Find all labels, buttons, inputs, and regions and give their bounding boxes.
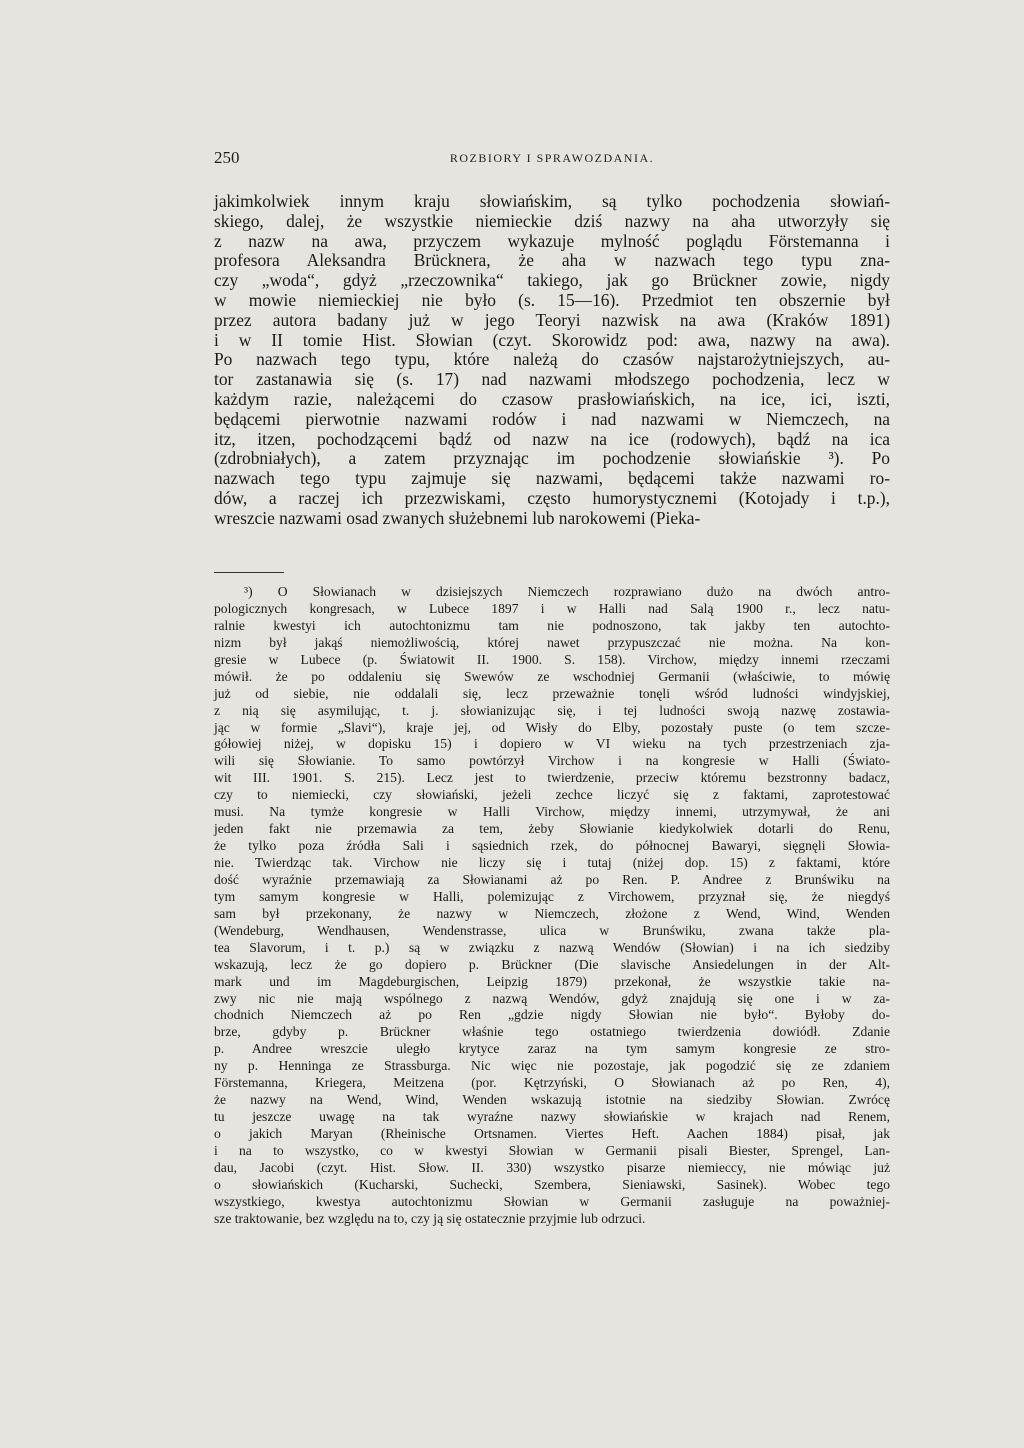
body-line: dów, a raczej ich przezwiskami, często humorystycznemi (Kotojady i t.p.), xyxy=(214,487,890,508)
footnote-line: brze, gdyby p. Brückner właśnie tego ostatniego twierdzenia dowiódł. Zdanie xyxy=(214,1024,890,1040)
body-line: z nazw na awa, przyczem wykazuje mylność poglądu Förstemanna i xyxy=(214,230,890,251)
footnote-line: wit III. 1901. S. 215). Lecz jest to twierdzenie, przeciw któremu bezstronny badacz, xyxy=(214,770,890,786)
footnote-line: Förstemanna, Kriegera, Meitzena (por. Kętrzyński, O Słowianach aż po Ren, 4), xyxy=(214,1075,890,1091)
page-header xyxy=(214,148,890,170)
body-line: Po nazwach tego typu, które należą do czasów najstarożytniejszych, au- xyxy=(214,349,890,370)
footnote-line: pologicznych kongresach, w Lubece 1897 i w Halli nad Salą 1900 r., lecz natu- xyxy=(214,600,890,616)
page-number: 250 xyxy=(214,148,240,167)
footnote-line: ³) O Słowianach w dzisiejszych Niemczech rozprawiano dużo na dwóch antro- xyxy=(244,584,890,599)
footnote-line: wszystkiego, kwestya autochtonizmu Słowian w Germanii zasługuje na poważniej- xyxy=(214,1193,890,1209)
footnote-line: już od siebie, nie oddalali się, lecz przeważnie tonęli wśród ludności windyjskiej, xyxy=(214,685,890,701)
footnote-line: ralnie kwestyi ich autochtonizmu tam nie podnoszono, tak jakby ten autochto- xyxy=(214,617,890,633)
running-head: ROZBIORY I SPRAWOZDANIA. xyxy=(449,151,655,165)
body-line: w mowie niemieckiej nie było (s. 15—16). Przedmiot ten obszernie był xyxy=(214,289,890,310)
body-line: itz, itzen, pochodzącemi bądź od nazw na ice (rodowych), bądź na ica xyxy=(214,428,890,449)
body-line: profesora Aleksandra Brücknera, że aha w nazwach tego typu zna- xyxy=(214,250,890,271)
footnote-line: chodnich Niemczech aż po Ren „gdzie nigdy Słowian nie było“. Byłoby do- xyxy=(214,1007,890,1023)
footnote-separator xyxy=(214,572,284,573)
footnote-block xyxy=(214,584,890,1228)
footnote-line: gresie w Lubece (p. Światowit II. 1900. S. 158). Virchow, między innemi rzeczami xyxy=(214,651,890,667)
body-line: każdym razie, należącemi do czasow prasłowiańskich, na ice, ici, iszti, xyxy=(214,388,890,409)
body-line: wreszcie nazwami osad zwanych służebnemi lub narokowemi (Pieka- xyxy=(214,507,701,528)
footnote-line: wskazują, lecz że go dopiero p. Brückner (Die slavische Ansiedelungen in der Alt- xyxy=(214,956,890,972)
footnote-line: tea Slavorum, i t. p.) są w związku z nazwą Wendów (Słowian) i na ich siedziby xyxy=(214,939,890,955)
footnote-line: p. Andree wreszcie uległo krytyce zaraz na tym samym kongresie ze stro- xyxy=(214,1041,890,1057)
footnote-line: sam był przekonany, że nazwy w Niemczech, złożone z Wend, Wind, Wenden xyxy=(214,905,890,921)
footnote-line: tym samym kongresie w Halli, polemizując z Virchowem, przyznał się, że niegdyś xyxy=(214,888,890,904)
footnote-line: musi. Na tymże kongresie w Halli Virchow, między innemi, utrzymywał, że ani xyxy=(214,804,890,820)
footnote-line: sze traktowanie, bez względu na to, czy ją się ostatecznie przyjmie lub odrzuci. xyxy=(214,1210,646,1226)
footnote-line: zwy nic nie mają wspólnego z nazwą Wendów, gdyż znajdują się one i w za- xyxy=(214,990,890,1006)
footnote-line: o jakich Maryan (Rheinische Ortsnamen. Viertes Heft. Aachen 1884) pisał, jak xyxy=(214,1126,890,1141)
footnote-line: z nią się asymilując, t. j. słowianizując się, i tej ludności swoją nazwę zostawia- xyxy=(214,702,890,718)
footnote-line: że tylko poza źródła Sali i sąsiednich rzek, do północnej Bawaryi, sięgnęli Słowia- xyxy=(214,838,890,854)
body-line: czy „woda“, gdyż „rzeczownika“ takiego, jak go Brückner zowie, nigdy xyxy=(214,270,890,291)
footnote-line: wili się Słowianie. To samo powtórzył Virchow i na kongresie w Halli (Świato- xyxy=(214,753,890,769)
footnote-line: (Wendeburg, Wendhausen, Wendenstrasse, ulica w Brunświku, zwana także pla- xyxy=(214,922,890,938)
footnote-line: mark und im Magdeburgischen, Leipzig 1879) przekonał, że wszystkie takie na- xyxy=(214,973,890,989)
body-line: przez autora badany już w jego Teoryi nazwisk na awa (Kraków 1891) xyxy=(214,309,890,330)
body-line: i w II tomie Hist. Słowian (czyt. Skorowidz pod: awa, nazwy na awa). xyxy=(214,329,890,350)
footnote-line: i na to wszystko, co w kwestyi Słowian w Germanii pisali Biester, Sprengel, Lan- xyxy=(214,1142,890,1158)
footnote-line: nie. Twierdząc tak. Virchow nie liczy się i tutaj (niżej dop. 15) z faktami, które xyxy=(214,855,890,870)
footnote-line: jąc w formie „Slavi“), kraje jej, od Wisły do Elby, pozostały puste (o tem szcze- xyxy=(214,719,890,735)
body-line: skiego, dalej, że wszystkie niemieckie dziś nazwy na aha utworzyły się xyxy=(214,210,890,231)
footnote-line: ny p. Henninga ze Strassburga. Nic więc nie pozostaje, jak pogodzić się ze zdaniem xyxy=(214,1058,890,1074)
main-body-text xyxy=(214,192,890,529)
footnote-line: gółowiej niżej, w dopisku 15) i dopiero w VI wieku na tych przestrzeniach zja- xyxy=(214,736,890,752)
footnote-line: jeden fakt nie przemawia za tem, żeby Słowianie kiedykolwiek dotarli do Renu, xyxy=(214,821,890,837)
body-line: będącemi pierwotnie nazwami rodów i nad nazwami w Niemczech, na xyxy=(214,408,890,429)
footnote-line: dość wyraźnie przemawiają za Słowianami aż po Ren. P. Andree z Brunświku na xyxy=(214,871,890,887)
footnote-line: dau, Jacobi (czyt. Hist. Słow. II. 330) wszystko pisarze niemieccy, nie mówiąc już xyxy=(214,1159,890,1175)
footnote-line: o słowiańskich (Kucharski, Suchecki, Szembera, Sieniawski, Sasinek). Wobec tego xyxy=(214,1176,890,1192)
body-line: nazwach tego typu zajmuje się nazwami, będącemi także nazwami ro- xyxy=(214,468,890,489)
body-line: (zdrobniałych), a zatem przyznając im pochodzenie słowiańskie ³). Po xyxy=(214,448,890,469)
footnote-line: nizm był jakąś niemożliwością, której nawet przypuszczać nie można. Na kon- xyxy=(214,634,890,650)
footnote-line: czy to niemiecki, czy słowiański, jeżeli zechce liczyć się z faktami, zaprotestować xyxy=(214,787,890,803)
footnote-line: że nazwy na Wend, Wind, Wenden wskazują istotnie na siedziby Słowian. Zwrócę xyxy=(214,1092,890,1108)
footnote-line: tu jeszcze uwagę na tak wyraźne nazwy słowiańskie w krajach nad Renem, xyxy=(214,1109,890,1125)
body-line: tor zastanawia się (s. 17) nad nazwami młodszego pochodzenia, lecz w xyxy=(214,369,890,390)
footnote-line: mówił. że po oddaleniu się Swewów ze wschodniej Germanii (właściwie, to mówię xyxy=(214,668,890,684)
body-line: jakimkolwiek innym kraju słowiańskim, są tylko pochodzenia słowiań- xyxy=(214,191,890,211)
